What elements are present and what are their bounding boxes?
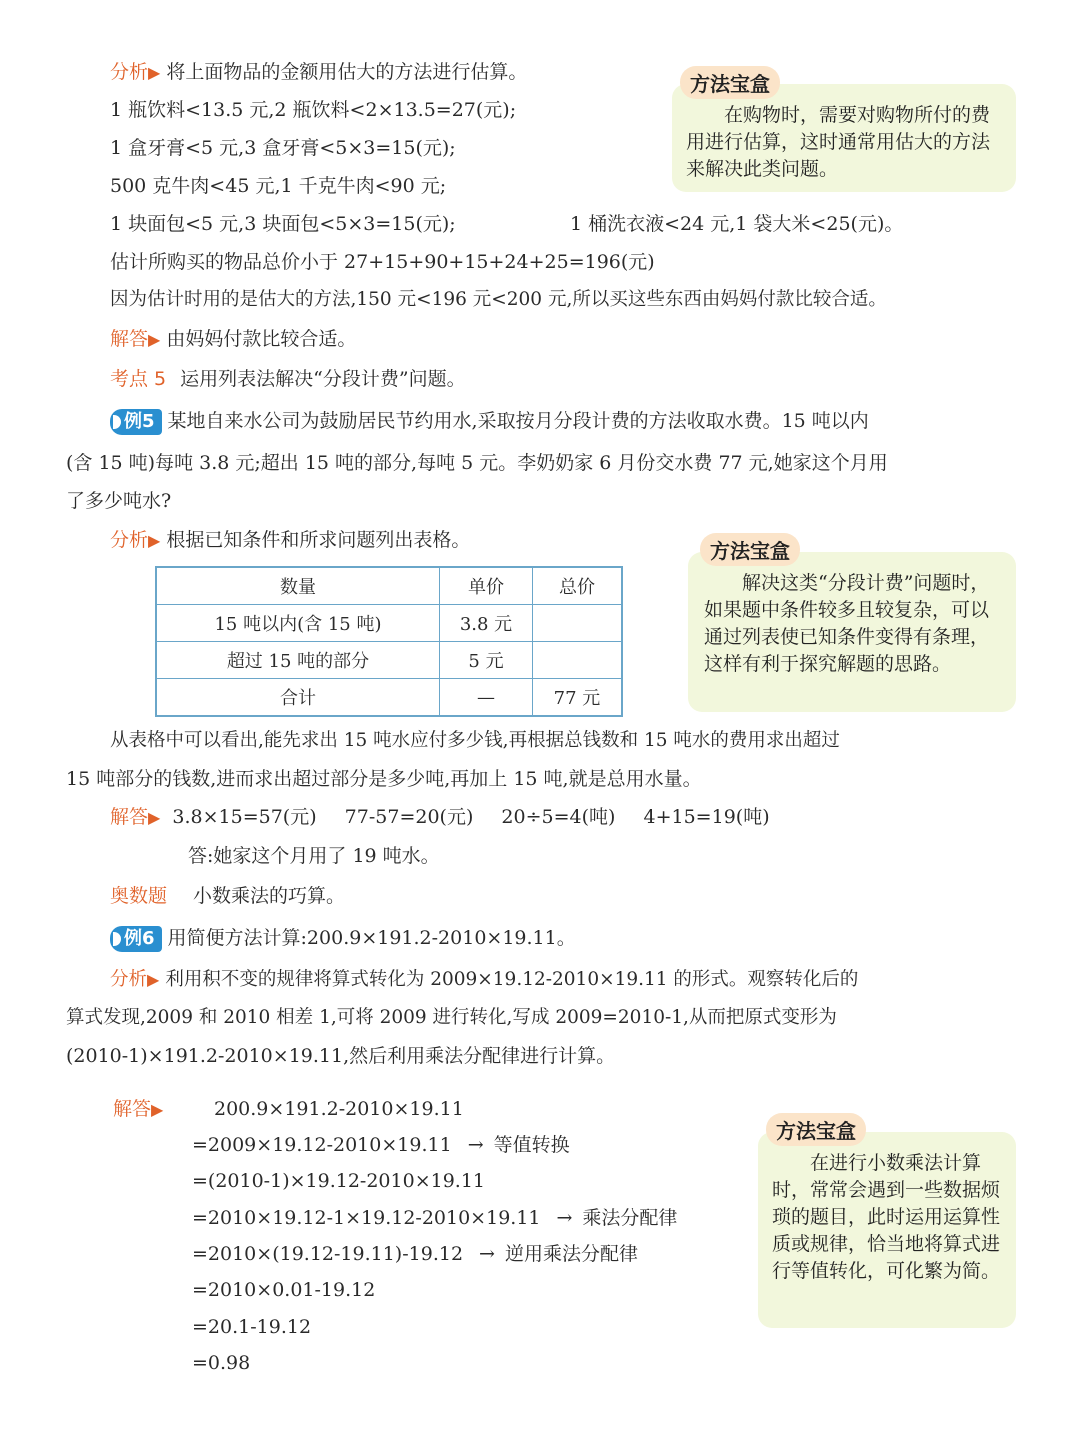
arrow-right-icon: → bbox=[479, 1243, 495, 1265]
answer-label: 解答 bbox=[110, 328, 149, 350]
key-point-5 bbox=[110, 366, 466, 392]
calc-step bbox=[192, 1205, 677, 1231]
calc-note: 逆用乘法分配律 bbox=[504, 1243, 638, 1265]
olympiad-text: 小数乘法的巧算。 bbox=[193, 885, 346, 907]
method-box-3 bbox=[758, 1132, 1016, 1328]
table-header: 数量 bbox=[156, 567, 440, 605]
table-row bbox=[156, 642, 622, 679]
table-cell: 15 吨以内(含 15 吨) bbox=[156, 605, 440, 642]
calc-expr: =2010×19.12-1×19.12-2010×19.11 bbox=[192, 1207, 541, 1229]
table-header-row bbox=[156, 567, 622, 605]
triangle-icon: ▶ bbox=[151, 1100, 164, 1119]
example-5-line-2: (含 15 吨)每吨 3.8 元;超出 15 吨的部分,每吨 5 元。李奶奶家 6 月份交水费 77 元,她家这个月用 bbox=[66, 452, 888, 474]
method-box-text: 在购物时，需要对购物所付的费用进行估算，这时通常用估大的方法来解决此类问题。 bbox=[686, 104, 991, 180]
answer-label: 解答 bbox=[113, 1098, 152, 1120]
example-6-text: 用简便方法计算:200.9×191.2-2010×19.11。 bbox=[167, 927, 576, 949]
table-cell: 超过 15 吨的部分 bbox=[156, 642, 440, 679]
answer-text: 由妈妈付款比较合适。 bbox=[166, 328, 357, 350]
arrow-right-icon: → bbox=[467, 1134, 484, 1156]
triangle-icon: ▶ bbox=[148, 808, 161, 827]
table-cell: 5 元 bbox=[440, 642, 533, 679]
answer-step: 77-57=20(元) bbox=[344, 806, 474, 828]
example-5-line-3: 了多少吨水? bbox=[66, 490, 172, 512]
calc-line: 1 桶洗衣液<24 元,1 袋大米<25(元)。 bbox=[570, 213, 904, 235]
calc-note: 乘法分配律 bbox=[582, 1207, 678, 1229]
table-cell: 3.8 元 bbox=[440, 605, 533, 642]
triangle-icon: ▶ bbox=[148, 531, 161, 550]
explanation-line-2: 15 吨部分的钱数,进而求出超过部分是多少吨,再加上 15 吨,就是总用水量。 bbox=[66, 768, 702, 790]
calc-note: 等值转换 bbox=[493, 1134, 570, 1156]
answer-label: 解答 bbox=[110, 806, 149, 828]
calc-line: 1 块面包<5 元,3 块面包<5×3=15(元); bbox=[110, 213, 456, 235]
analysis-line-5: (2010-1)×191.2-2010×19.11,然后利用乘法分配律进行计算。 bbox=[66, 1045, 616, 1067]
method-box-1 bbox=[672, 84, 1016, 192]
calc-expr: =2009×19.12-2010×19.11 bbox=[192, 1134, 452, 1156]
analysis-text: 根据已知条件和所求问题列出表格。 bbox=[166, 529, 471, 551]
key-point-label: 考点 5 bbox=[110, 368, 167, 390]
calc-expr: =2010×(19.12-19.11)-19.12 bbox=[192, 1243, 464, 1265]
calc-step: 200.9×191.2-2010×19.11 bbox=[214, 1098, 464, 1120]
example-5-line-1 bbox=[110, 408, 869, 435]
analysis-line-2 bbox=[110, 527, 470, 554]
table-header: 总价 bbox=[533, 567, 623, 605]
water-fee-table bbox=[155, 566, 623, 717]
analysis-label: 分析 bbox=[110, 529, 149, 551]
method-box-2 bbox=[688, 552, 1016, 712]
example-6-badge: 例6 bbox=[110, 926, 162, 952]
answer-step: 4+15=19(吨) bbox=[643, 806, 770, 828]
table-row bbox=[156, 679, 622, 717]
explanation-line-1: 从表格中可以看出,能先求出 15 吨水应付多少钱,再根据总钱数和 15 吨水的费用求出超过 bbox=[110, 730, 840, 751]
calc-line: 1 瓶饮料<13.5 元,2 瓶饮料<2×13.5=27(元); bbox=[110, 99, 517, 121]
table-cell bbox=[533, 642, 623, 679]
answer-step: 20÷5=4(吨) bbox=[501, 806, 616, 828]
analysis-line-1 bbox=[110, 59, 527, 86]
answer-label-line bbox=[113, 1096, 169, 1123]
triangle-icon: ▶ bbox=[147, 970, 160, 989]
method-box-text: 在进行小数乘法计算时，常常会遇到一些数据烦琐的题目，此时运用运算性质或规律，恰当地将算式进行等值转化，可化繁为简。 bbox=[772, 1152, 1001, 1282]
triangle-icon: ▶ bbox=[148, 63, 161, 82]
method-box-title: 方法宝盒 bbox=[680, 66, 780, 99]
calc-step: =20.1-19.12 bbox=[192, 1316, 312, 1338]
method-box-title: 方法宝盒 bbox=[766, 1113, 866, 1146]
analysis-text: 将上面物品的金额用估大的方法进行估算。 bbox=[166, 61, 528, 83]
table-header: 单价 bbox=[440, 567, 533, 605]
calc-line: 1 盒牙膏<5 元,3 盒牙膏<5×3=15(元); bbox=[110, 137, 456, 159]
table-cell: 77 元 bbox=[533, 679, 623, 717]
analysis-label: 分析 bbox=[110, 61, 149, 83]
olympiad-label: 奥数题 bbox=[110, 885, 168, 907]
analysis-line-4: 算式发现,2009 和 2010 相差 1,可将 2009 进行转化,写成 2009=2010-1,从而把原式变形为 bbox=[66, 1007, 837, 1028]
table-row bbox=[156, 605, 622, 642]
estimate-line: 估计所购买的物品总价小于 27+15+90+15+24+25=196(元) bbox=[110, 251, 655, 273]
analysis-label: 分析 bbox=[110, 969, 148, 990]
method-box-text: 解决这类“分段计费”问题时，如果题中条件较多且较复杂，可以通过列表使已知条件变得有条理，这样有利于探究解题的思路。 bbox=[704, 572, 990, 675]
calc-line: 500 克牛肉<45 元,1 千克牛肉<90 元; bbox=[110, 175, 447, 197]
triangle-icon: ▶ bbox=[148, 330, 161, 349]
analysis-line-3 bbox=[110, 967, 858, 993]
calc-step: =2010×0.01-19.12 bbox=[192, 1279, 376, 1301]
table-cell bbox=[533, 605, 623, 642]
table-cell: — bbox=[440, 679, 533, 717]
example-6-line bbox=[110, 925, 576, 952]
analysis-text: 利用积不变的规律将算式转化为 2009×19.12-2010×19.11 的形式。观察转化后的 bbox=[165, 969, 859, 990]
calc-step: =0.98 bbox=[192, 1352, 251, 1374]
answer-line-1 bbox=[110, 326, 356, 353]
calc-step bbox=[192, 1241, 638, 1267]
table-cell: 合计 bbox=[156, 679, 440, 717]
calc-step: =(2010-1)×19.12-2010×19.11 bbox=[192, 1170, 486, 1192]
method-box-title: 方法宝盒 bbox=[700, 533, 800, 566]
olympiad-line bbox=[110, 883, 345, 909]
reason-line: 因为估计时用的是估大的方法,150 元<196 元<200 元,所以买这些东西由妈妈付款比较合适。 bbox=[110, 289, 887, 310]
key-point-text: 运用列表法解决“分段计费”问题。 bbox=[180, 368, 466, 390]
calc-step bbox=[192, 1132, 570, 1158]
final-answer: 答:她家这个月用了 19 吨水。 bbox=[188, 845, 440, 867]
example-5-text: 某地自来水公司为鼓励居民节约用水,采取按月分段计费的方法收取水费。15 吨以内 bbox=[167, 410, 869, 432]
answer-line-2 bbox=[110, 804, 770, 831]
example-5-badge: 例5 bbox=[110, 409, 162, 435]
arrow-right-icon: → bbox=[556, 1207, 573, 1229]
answer-step: 3.8×15=57(元) bbox=[172, 806, 317, 828]
